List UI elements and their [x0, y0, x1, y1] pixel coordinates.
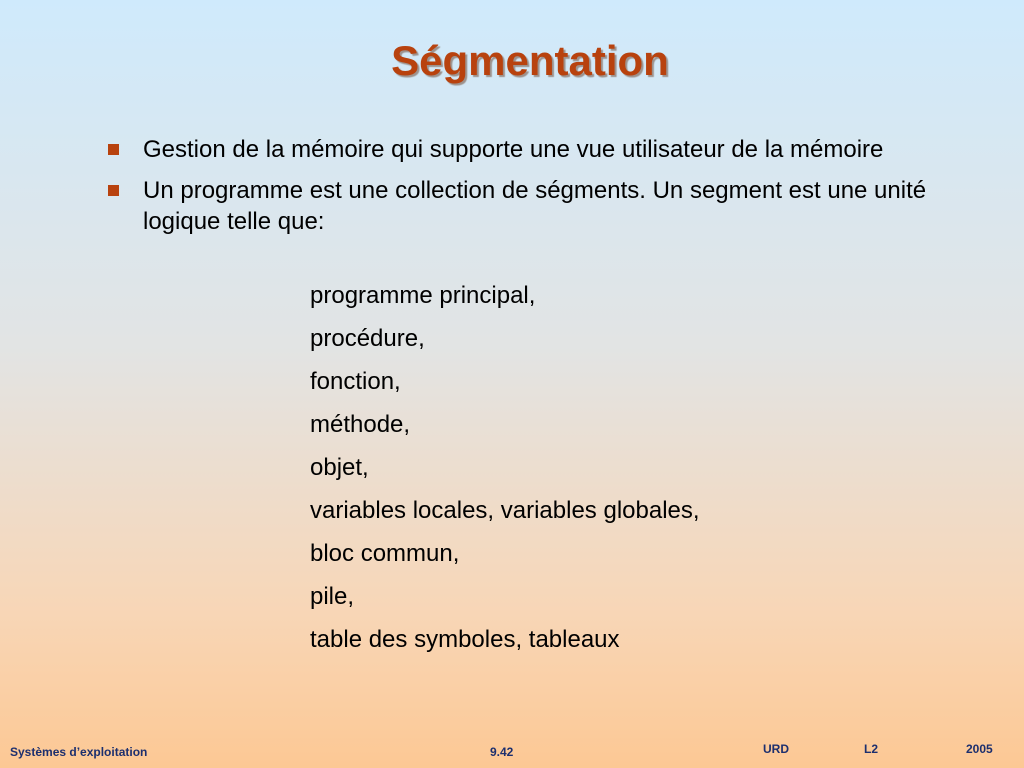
segment-type-item: méthode, — [310, 411, 411, 438]
segment-type-item: objet, — [310, 454, 369, 481]
segment-type-item: pile, — [310, 583, 355, 610]
bullet-item — [105, 175, 975, 237]
footer-year: 2005 — [966, 742, 993, 756]
segment-type-item: table des symboles, tableaux — [310, 626, 620, 653]
bullet-text: Un programme est une collection de ségments. Un segment est une unité logique telle que: — [143, 177, 927, 235]
square-bullet-icon — [108, 144, 119, 155]
footer-page-number: 9.42 — [490, 745, 514, 759]
slide-title: Ségmentation — [391, 37, 669, 84]
footer-course: Systèmes d’exploitation — [10, 745, 148, 759]
square-bullet-icon — [108, 185, 119, 196]
bullet-text: Gestion de la mémoire qui supporte une vue utilisateur de la mémoire — [143, 136, 884, 163]
segment-types-list — [310, 280, 700, 667]
segment-type-item: procédure, — [310, 325, 425, 352]
segment-type-item: programme principal, — [310, 282, 536, 309]
segment-type-item: fonction, — [310, 368, 401, 395]
footer-level: L2 — [864, 742, 879, 756]
segment-type-item: bloc commun, — [310, 540, 460, 567]
segment-type-item: variables locales, variables globales, — [310, 497, 700, 524]
bullet-item — [105, 134, 975, 165]
footer-institution: URD — [763, 742, 789, 756]
bullet-list — [105, 134, 975, 247]
